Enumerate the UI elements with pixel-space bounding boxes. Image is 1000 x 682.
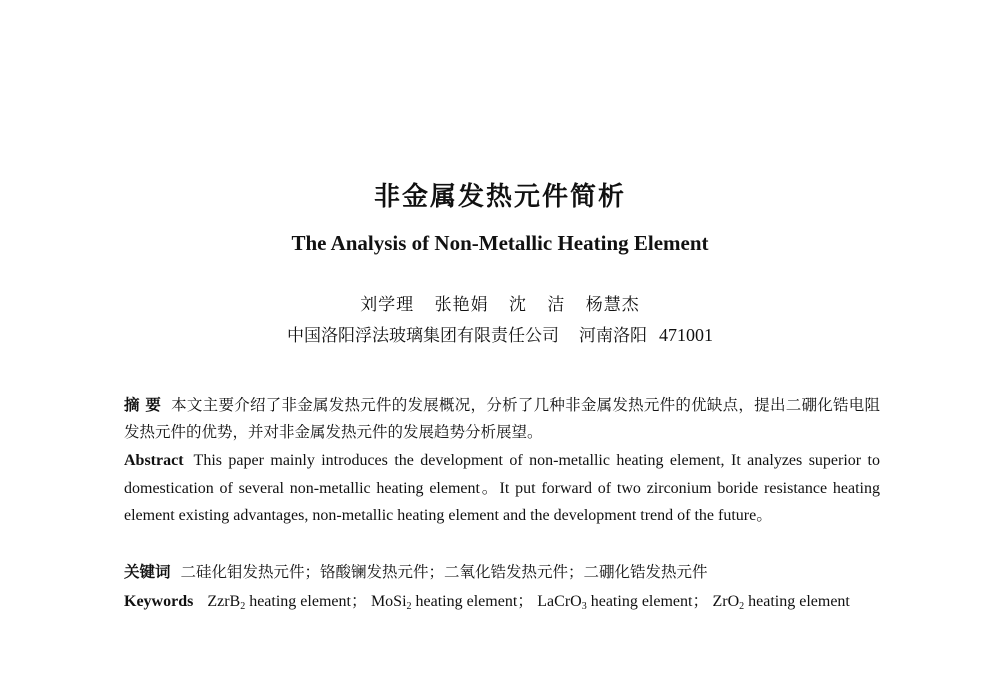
keyword-4: ZrO$_2$ heating element bbox=[712, 593, 850, 612]
keywords-english-label: Keywords bbox=[124, 593, 194, 610]
keyword-3: LaCrO$_3$ heating element； bbox=[537, 593, 709, 612]
keyword-2: MoSi$_2$ heating element； bbox=[370, 593, 534, 612]
affiliation-place: 河南洛阳 bbox=[579, 326, 647, 346]
title-chinese: 非金属发热元件简析 bbox=[373, 182, 626, 212]
abstract-english-label: Abstract bbox=[124, 452, 184, 469]
abstract-english-text: This paper mainly introduces the development of non-metallic heating element, It analyzes superior to domestication of several non-metallic heating element。It put forward of two zirconium boride resistance heating element existing advantages, non-metallic heating element and the development trend of the future。 bbox=[124, 452, 880, 524]
keywords-english bbox=[124, 588, 880, 616]
keywords-chinese-text: 二硅化钼发热元件；铬酸镧发热元件；二氧化锆发热元件；二硼化锆发热元件 bbox=[180, 563, 708, 581]
abstract-english bbox=[124, 447, 880, 530]
affiliation-org: 中国洛阳浮法玻璃集团有限责任公司 bbox=[287, 326, 559, 346]
abstract-chinese bbox=[124, 392, 880, 446]
authors-line: 刘学理 张艳娟 沈 洁 杨慧杰 bbox=[360, 295, 640, 315]
keywords-chinese bbox=[124, 559, 880, 586]
abstract-chinese-text: 本文主要介绍了非金属发热元件的发展概况，分析了几种非金属发热元件的优缺点，提出二硼化锆电阻发热元件的优势，并对非金属发热元件的发展趋势分析展望。 bbox=[124, 396, 880, 441]
affiliation-line bbox=[0, 321, 1000, 346]
keyword-1: ZzrB$_2$ heating element； bbox=[207, 593, 367, 612]
affiliation-zip: 471001 bbox=[659, 325, 713, 345]
abstract-chinese-label: 摘 要 bbox=[124, 396, 162, 414]
title-english: The Analysis of Non-Metallic Heating Element bbox=[291, 231, 709, 255]
keywords-chinese-label: 关键词 bbox=[124, 563, 171, 581]
